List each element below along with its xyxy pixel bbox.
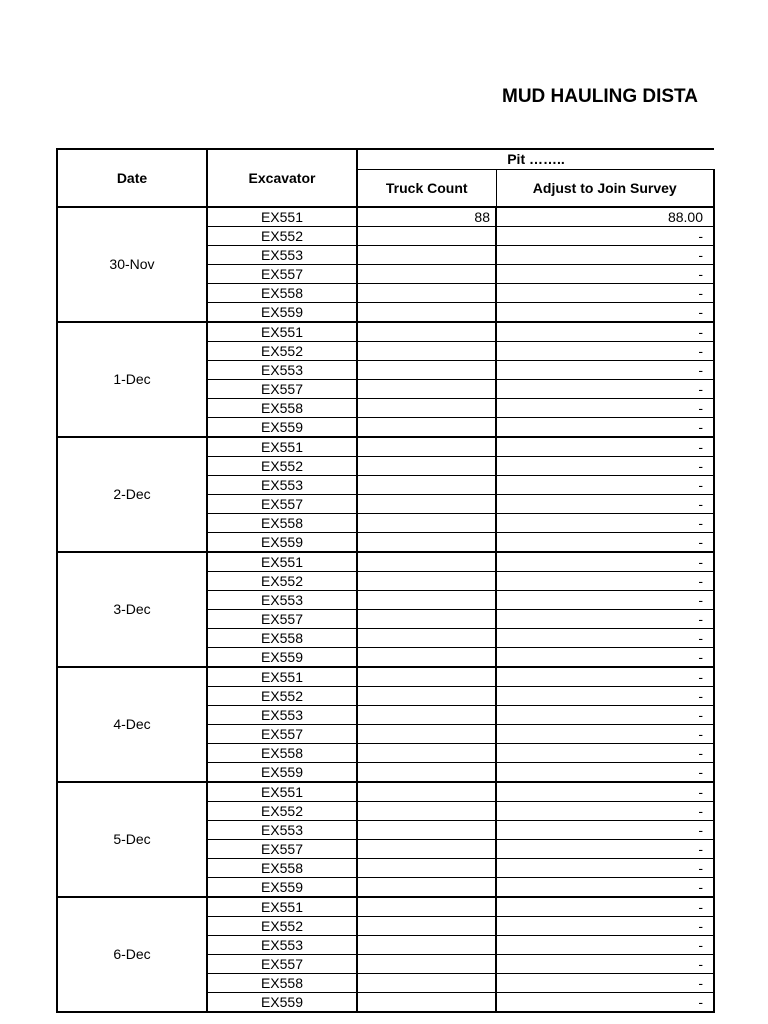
truck-count-cell[interactable] [357,629,496,648]
adjust-cell[interactable]: - [496,859,714,878]
excavator-cell[interactable]: EX557 [207,265,357,284]
header-truck-count: Truck Count [357,170,496,208]
header-pit: Pit …….. [357,149,714,170]
adjust-cell[interactable]: - [496,284,714,303]
truck-count-cell[interactable] [357,437,496,457]
table-row [57,322,714,342]
adjust-cell[interactable]: - [496,782,714,802]
adjust-cell[interactable]: - [496,303,714,323]
excavator-cell[interactable]: EX553 [207,936,357,955]
truck-count-cell[interactable] [357,802,496,821]
adjust-cell[interactable]: - [496,591,714,610]
excavator-cell[interactable]: EX559 [207,993,357,1013]
adjust-cell[interactable]: - [496,437,714,457]
excavator-cell[interactable]: EX558 [207,284,357,303]
excavator-cell[interactable]: EX557 [207,380,357,399]
excavator-cell[interactable]: EX557 [207,725,357,744]
truck-count-cell[interactable] [357,782,496,802]
excavator-cell[interactable]: EX559 [207,418,357,438]
truck-count-cell[interactable] [357,380,496,399]
adjust-cell[interactable]: - [496,246,714,265]
excavator-cell[interactable]: EX552 [207,572,357,591]
truck-count-cell[interactable]: 88 [357,207,496,227]
truck-count-cell[interactable] [357,342,496,361]
excavator-cell[interactable]: EX557 [207,840,357,859]
adjust-cell[interactable]: - [496,878,714,898]
excavator-cell[interactable]: EX552 [207,227,357,246]
excavator-cell[interactable]: EX551 [207,552,357,572]
truck-count-cell[interactable] [357,227,496,246]
date-cell[interactable]: 1-Dec [57,322,207,437]
adjust-cell[interactable]: - [496,572,714,591]
excavator-cell[interactable]: EX552 [207,917,357,936]
truck-count-cell[interactable] [357,840,496,859]
header-excavator: Excavator [207,149,357,207]
truck-count-cell[interactable] [357,284,496,303]
truck-count-cell[interactable] [357,418,496,438]
excavator-cell[interactable]: EX552 [207,342,357,361]
table-row [57,667,714,687]
date-cell[interactable]: 30-Nov [57,207,207,322]
truck-count-cell[interactable] [357,878,496,898]
excavator-cell[interactable]: EX551 [207,782,357,802]
truck-count-cell[interactable] [357,859,496,878]
table-row [57,207,714,227]
adjust-cell[interactable]: 88.00 [496,207,714,227]
truck-count-cell[interactable] [357,897,496,917]
truck-count-cell[interactable] [357,667,496,687]
excavator-cell[interactable]: EX557 [207,495,357,514]
excavator-cell[interactable]: EX553 [207,246,357,265]
adjust-cell[interactable]: - [496,227,714,246]
adjust-cell[interactable]: - [496,821,714,840]
adjust-cell[interactable]: - [496,687,714,706]
truck-count-cell[interactable] [357,591,496,610]
table-body [57,207,714,1012]
adjust-cell[interactable]: - [496,974,714,993]
excavator-cell[interactable]: EX559 [207,533,357,553]
adjust-cell[interactable]: - [496,936,714,955]
header-adjust: Adjust to Join Survey [496,170,714,208]
excavator-cell[interactable]: EX551 [207,667,357,687]
truck-count-cell[interactable] [357,936,496,955]
adjust-cell[interactable]: - [496,265,714,284]
excavator-cell[interactable]: EX558 [207,514,357,533]
excavator-cell[interactable]: EX559 [207,648,357,668]
truck-count-cell[interactable] [357,687,496,706]
adjust-cell[interactable]: - [496,955,714,974]
excavator-cell[interactable]: EX552 [207,687,357,706]
excavator-cell[interactable]: EX551 [207,437,357,457]
date-cell[interactable]: 3-Dec [57,552,207,667]
truck-count-cell[interactable] [357,361,496,380]
excavator-cell[interactable]: EX552 [207,802,357,821]
date-cell[interactable]: 6-Dec [57,897,207,1012]
adjust-cell[interactable]: - [496,361,714,380]
adjust-cell[interactable]: - [496,399,714,418]
excavator-cell[interactable]: EX558 [207,399,357,418]
excavator-cell[interactable]: EX558 [207,744,357,763]
date-cell[interactable]: 4-Dec [57,667,207,782]
truck-count-cell[interactable] [357,744,496,763]
adjust-cell[interactable]: - [496,897,714,917]
adjust-cell[interactable]: - [496,322,714,342]
adjust-cell[interactable]: - [496,514,714,533]
excavator-cell[interactable]: EX558 [207,629,357,648]
truck-count-cell[interactable] [357,610,496,629]
truck-count-cell[interactable] [357,993,496,1013]
adjust-cell[interactable]: - [496,552,714,572]
truck-count-cell[interactable] [357,399,496,418]
table-row [57,897,714,917]
excavator-cell[interactable]: EX559 [207,878,357,898]
excavator-cell[interactable]: EX552 [207,457,357,476]
table-row [57,552,714,572]
truck-count-cell[interactable] [357,706,496,725]
adjust-cell[interactable]: - [496,917,714,936]
excavator-cell[interactable]: EX551 [207,207,357,227]
truck-count-cell[interactable] [357,821,496,840]
hauling-table-container [56,148,713,1010]
excavator-cell[interactable]: EX557 [207,955,357,974]
adjust-cell[interactable]: - [496,763,714,783]
adjust-cell[interactable]: - [496,725,714,744]
truck-count-cell[interactable] [357,763,496,783]
excavator-cell[interactable]: EX553 [207,476,357,495]
adjust-cell[interactable]: - [496,802,714,821]
excavator-cell[interactable]: EX553 [207,706,357,725]
excavator-cell[interactable]: EX553 [207,361,357,380]
truck-count-cell[interactable] [357,725,496,744]
truck-count-cell[interactable] [357,476,496,495]
excavator-cell[interactable]: EX551 [207,322,357,342]
adjust-cell[interactable]: - [496,418,714,438]
excavator-cell[interactable]: EX559 [207,303,357,323]
adjust-cell[interactable]: - [496,457,714,476]
adjust-cell[interactable]: - [496,648,714,668]
truck-count-cell[interactable] [357,955,496,974]
truck-count-cell[interactable] [357,572,496,591]
adjust-cell[interactable]: - [496,667,714,687]
truck-count-cell[interactable] [357,457,496,476]
adjust-cell[interactable]: - [496,610,714,629]
truck-count-cell[interactable] [357,917,496,936]
adjust-cell[interactable]: - [496,744,714,763]
date-cell[interactable]: 2-Dec [57,437,207,552]
adjust-cell[interactable]: - [496,495,714,514]
excavator-cell[interactable]: EX553 [207,821,357,840]
excavator-cell[interactable]: EX557 [207,610,357,629]
excavator-cell[interactable]: EX551 [207,897,357,917]
table-row [57,437,714,457]
adjust-cell[interactable]: - [496,533,714,553]
adjust-cell[interactable]: - [496,380,714,399]
truck-count-cell[interactable] [357,514,496,533]
truck-count-cell[interactable] [357,495,496,514]
table-row [57,782,714,802]
adjust-cell[interactable]: - [496,629,714,648]
adjust-cell[interactable]: - [496,342,714,361]
truck-count-cell[interactable] [357,648,496,668]
truck-count-cell[interactable] [357,265,496,284]
excavator-cell[interactable]: EX558 [207,974,357,993]
truck-count-cell[interactable] [357,533,496,553]
excavator-cell[interactable]: EX559 [207,763,357,783]
header-date: Date [57,149,207,207]
adjust-cell[interactable]: - [496,993,714,1013]
truck-count-cell[interactable] [357,322,496,342]
page-title: MUD HAULING DISTA [502,86,698,107]
excavator-cell[interactable]: EX558 [207,859,357,878]
excavator-cell[interactable]: EX553 [207,591,357,610]
adjust-cell[interactable]: - [496,706,714,725]
truck-count-cell[interactable] [357,974,496,993]
adjust-cell[interactable]: - [496,476,714,495]
truck-count-cell[interactable] [357,246,496,265]
hauling-table [56,148,715,1013]
date-cell[interactable]: 5-Dec [57,782,207,897]
adjust-cell[interactable]: - [496,840,714,859]
truck-count-cell[interactable] [357,552,496,572]
truck-count-cell[interactable] [357,303,496,323]
